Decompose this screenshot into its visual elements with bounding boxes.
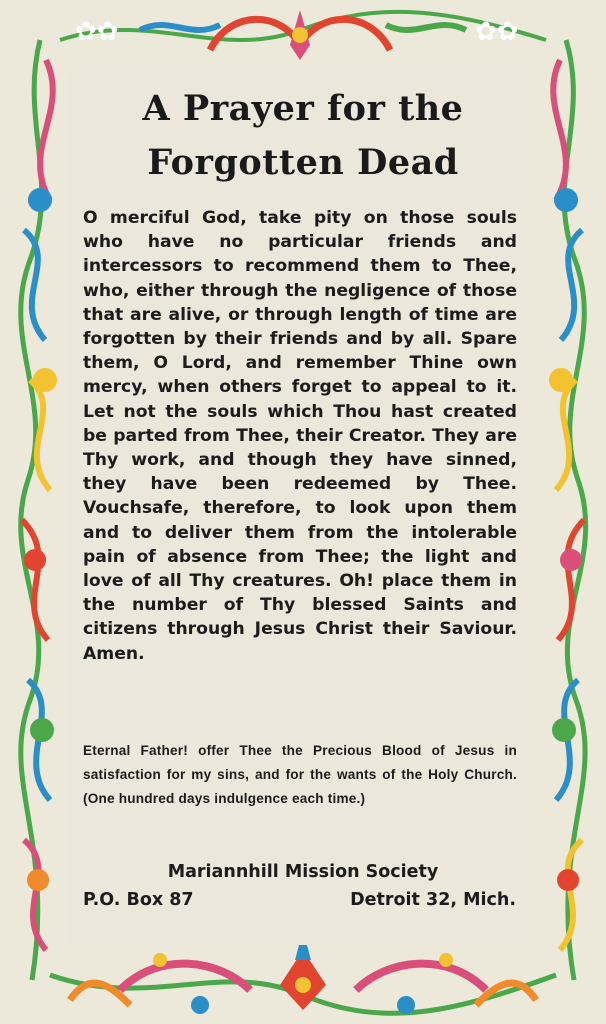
title-line-2: Forgotten Dead: [147, 142, 459, 183]
title-line-1: A Prayer for the: [142, 88, 464, 129]
indulgence-text: Eternal Father! offer Thee the Precious Blood of Jesus in satisfaction for my sins, and for the wants of the Holy Church. (One hundred days indulgence each time.): [83, 743, 517, 806]
svg-text:✿✿: ✿✿: [475, 17, 519, 47]
top-flower-icon: [290, 10, 310, 60]
city-address: Detroit 32, Mich.: [350, 890, 516, 910]
svg-text:✿✿: ✿✿: [75, 17, 119, 47]
prayer-text: O merciful God, take pity on those souls who have no particular friends and intercessors to recommend them to Thee, who, either through the negligence of those that are alive, or through length of time are forgotten by their friends and by all. Spare them, O Lord, and remember Thine own mercy, when others forget to appeal to it. Let not the souls which Thou hast created be parted from Thee, their Creator. They are Thy work, and though they have sinned, they have been redeemed by Thee. Vouchsafe, therefore, to look upon them and to deliver them from the intolerable pain of absence from Thee; the light and love of all Thy creatures. Oh! place them in the number of Thy blessed Saints and citizens through Jesus Christ their Saviour. Amen.: [83, 208, 517, 664]
society-name: Mariannhill Mission Society: [167, 862, 439, 882]
po-box: P.O. Box 87: [83, 890, 194, 910]
